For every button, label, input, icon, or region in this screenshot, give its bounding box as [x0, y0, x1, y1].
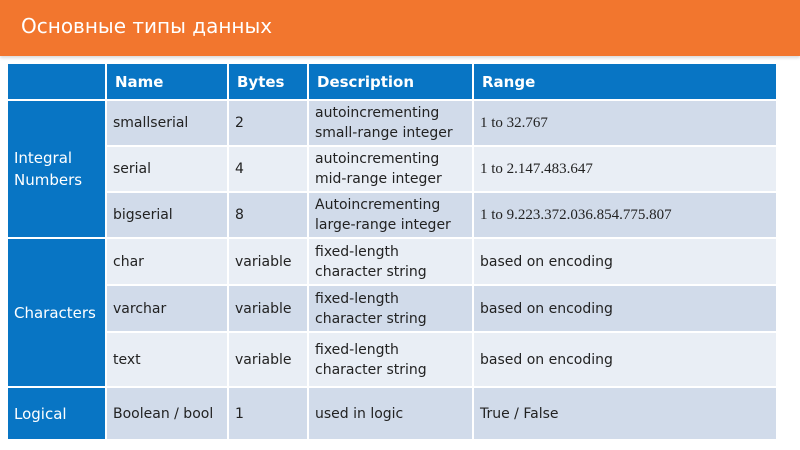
cell-description: autoincrementing mid-range integer: [308, 146, 473, 192]
cell-range: based on encoding: [473, 285, 776, 332]
cell-name: text: [106, 332, 228, 387]
cell-name: serial: [106, 146, 228, 192]
cell-description: fixed-length character string: [308, 238, 473, 285]
cell-description: fixed-length character string: [308, 285, 473, 332]
cell-description: Autoincrementing large-range integer: [308, 192, 473, 238]
cell-range: based on encoding: [473, 238, 776, 285]
table-row: [8, 100, 776, 146]
table-row: [8, 332, 776, 387]
cell-bytes: 1: [228, 387, 308, 440]
cell-name: Boolean / bool: [106, 387, 228, 440]
table-row: [8, 192, 776, 238]
cell-bytes: variable: [228, 332, 308, 387]
column-header-group: [8, 64, 106, 100]
cell-name: smallserial: [106, 100, 228, 146]
group-label-integral-numbers: Integral Numbers: [8, 100, 106, 238]
cell-name: varchar: [106, 285, 228, 332]
cell-range: True / False: [473, 387, 776, 440]
cell-name: bigserial: [106, 192, 228, 238]
cell-range: 1 to 32.767: [473, 100, 776, 146]
cell-range: based on encoding: [473, 332, 776, 387]
group-label-logical: Logical: [8, 387, 106, 440]
group-label-characters: Characters: [8, 238, 106, 387]
cell-description: used in logic: [308, 387, 473, 440]
data-types-table: [8, 64, 776, 441]
table-row: [8, 146, 776, 192]
cell-range: 1 to 9.223.372.036.854.775.807: [473, 192, 776, 238]
cell-bytes: variable: [228, 285, 308, 332]
table-row: [8, 387, 776, 440]
column-header-description: Description: [308, 64, 473, 100]
cell-description: fixed-length character string: [308, 332, 473, 387]
cell-description: autoincrementing small-range integer: [308, 100, 473, 146]
table-row: [8, 238, 776, 285]
slide-header: [0, 0, 800, 56]
column-header-name: Name: [106, 64, 228, 100]
data-types-table-container: [8, 64, 776, 441]
cell-range: 1 to 2.147.483.647: [473, 146, 776, 192]
cell-bytes: 2: [228, 100, 308, 146]
cell-bytes: 4: [228, 146, 308, 192]
cell-name: char: [106, 238, 228, 285]
table-header-row: [8, 64, 776, 100]
column-header-bytes: Bytes: [228, 64, 308, 100]
cell-bytes: 8: [228, 192, 308, 238]
table-row: [8, 285, 776, 332]
cell-bytes: variable: [228, 238, 308, 285]
column-header-range: Range: [473, 64, 776, 100]
slide-title: Основные типы данных: [21, 14, 273, 38]
